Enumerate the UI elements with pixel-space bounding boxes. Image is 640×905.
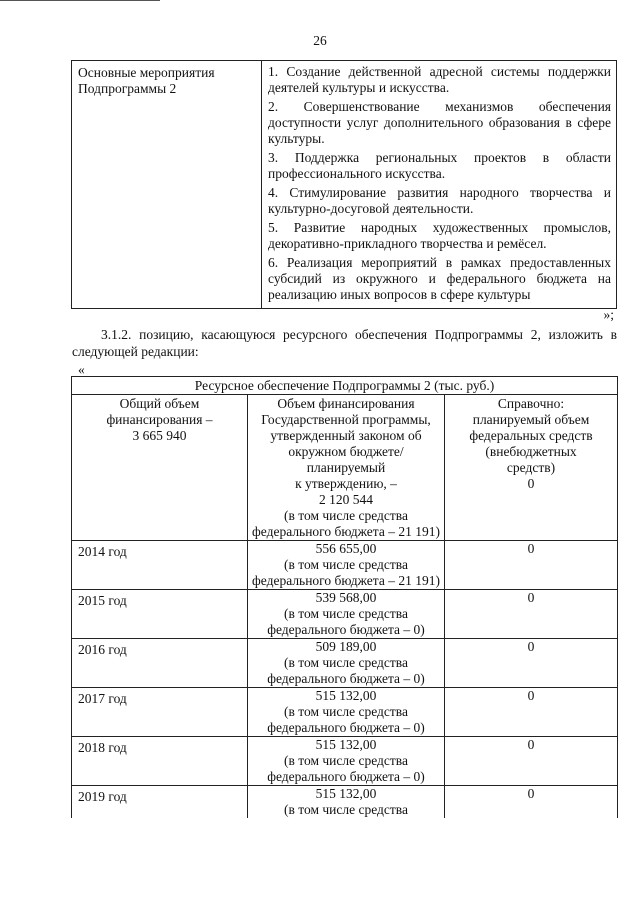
resource-table [71,376,618,818]
federal-note: федерального бюджета – 0) [267,671,425,686]
year-row-2019 [72,786,618,819]
reference-cell: 0 [445,639,618,688]
federal-note: федерального бюджета – 0) [267,622,425,637]
header-reference-line: 0 [527,476,535,491]
resource-header-row [72,395,618,541]
amount-cell [248,590,445,639]
header-reference [445,395,618,541]
measures-row [72,61,617,309]
reference-cell: 0 [445,737,618,786]
reference-cell: 0 [445,688,618,737]
year-cell: 2016 год [72,639,248,688]
measure-item-5: 5. Развитие народных художественных промыслов, декоративно-прикладного творчества и ремёсел. [268,220,611,251]
amendment-paragraph: 3.1.2. позицию, касающуюся ресурсного обеспечения Подпрограммы 2, изложить в следующей редакции: [72,327,617,359]
header-reference-line: средств) [506,460,556,475]
amount-cell [248,786,445,819]
header-reference-line: федеральных средств [469,428,593,443]
federal-note: (в том числе средства [284,802,408,817]
header-reference-line: планируемый объем [472,412,590,427]
closing-mark: »; [603,307,614,322]
header-total-line: Общий объем [119,396,200,411]
federal-note: (в том числе средства [284,606,408,621]
year-row-2015 [72,590,618,639]
year-row-2014 [72,541,618,590]
federal-note: (в том числе средства [284,704,408,719]
page-number: 26 [313,33,327,48]
federal-note: (в том числе средства [284,557,408,572]
header-total-line: финансирования – [106,412,213,427]
amount-value: 539 568,00 [315,590,377,605]
measure-item-1: 1. Создание действенной адресной системы поддержки деятелей культуры и искусства. [268,64,611,95]
amount-value: 515 132,00 [315,737,377,752]
measure-item-6: 6. Реализация мероприятий в рамках предоставленных субсидий из окружного и федерального бюджета на реализацию иных вопросов в сфере культуры [268,255,611,302]
amount-value: 515 132,00 [315,786,377,801]
amount-cell [248,541,445,590]
measure-item-4: 4. Стимулирование развития народного творчества и культурно-досуговой деятельности. [268,185,611,216]
header-volume-line: 2 120 544 [319,492,373,507]
federal-note: (в том числе средства [284,655,408,670]
measure-item-2: 2. Совершенствование механизмов обеспечения доступности услуг дополнительного образования в сфере культуры. [268,99,611,146]
amount-cell [248,688,445,737]
federal-note: (в том числе средства [284,753,408,768]
amount-cell [248,737,445,786]
amount-value: 556 655,00 [315,541,377,556]
measures-list [262,61,617,309]
header-total [72,395,248,541]
year-cell: 2018 год [72,737,248,786]
header-volume-line: федерального бюджета – 21 191) [252,524,440,539]
reference-cell: 0 [445,590,618,639]
amount-value: 515 132,00 [315,688,377,703]
header-volume-line: утвержденный законом об [270,428,422,443]
reference-cell: 0 [445,786,618,819]
opening-quote: « [78,362,85,377]
header-volume-line: Государственной программы, [261,412,431,427]
amount-value: 509 189,00 [315,639,377,654]
measure-item-3: 3. Поддержка региональных проектов в области профессионального искусства. [268,150,611,181]
header-reference-line: Справочно: [497,396,565,411]
federal-note: федерального бюджета – 21 191) [252,573,440,588]
year-row-2016 [72,639,618,688]
federal-note: федерального бюджета – 0) [267,769,425,784]
top-rule [0,0,160,1]
header-reference-line: (внебюджетных [485,444,577,459]
amount-cell [248,639,445,688]
year-row-2018 [72,737,618,786]
header-volume-line: (в том числе средства [284,508,408,523]
measures-table [71,60,617,309]
resource-caption: Ресурсное обеспечение Подпрограммы 2 (тыс. руб.) [72,377,618,395]
header-total-line: 3 665 940 [132,428,187,443]
year-row-2017 [72,688,618,737]
resource-caption-row [72,377,618,395]
federal-note: федерального бюджета – 0) [267,720,425,735]
year-cell: 2019 год [72,786,248,819]
reference-cell: 0 [445,541,618,590]
header-volume-line: Объем финансирования [277,396,415,411]
header-volume-line: к утверждению, – [295,476,397,491]
year-cell: 2014 год [72,541,248,590]
header-volume [248,395,445,541]
header-volume-line: окружном бюджете/планируемый [288,444,404,475]
year-cell: 2017 год [72,688,248,737]
year-cell: 2015 год [72,590,248,639]
measures-label: Основные мероприятия Подпрограммы 2 [72,61,262,309]
